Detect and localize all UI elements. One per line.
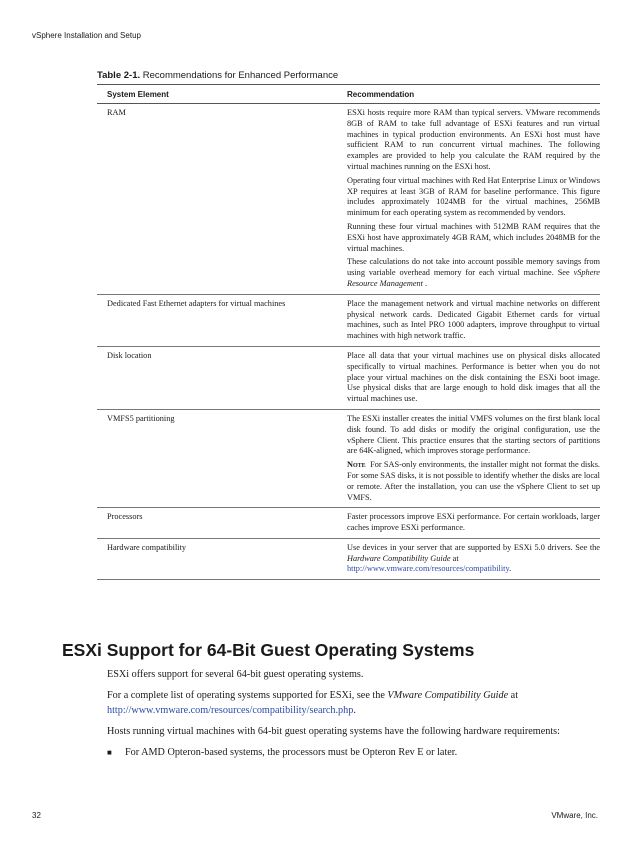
table-row-ram	[97, 104, 600, 295]
vmfs5-note	[347, 460, 600, 503]
row-recommendation-hardware-compatibility	[335, 538, 600, 579]
processors-text: Faster processors improve ESXi performance. For certain workloads, larger caches improve ESXi performance.	[347, 512, 600, 533]
section-paragraph-3: Hosts running virtual machines with 64-bit guest operating systems have the following hardware requirements:	[107, 726, 560, 737]
hc-text-before: Use devices in your server that are supported by ESXi 5.0 drivers. See the	[347, 542, 600, 552]
ram-paragraph-4	[347, 257, 600, 289]
row-recommendation-vmfs5	[335, 409, 600, 507]
table-row-processors	[97, 508, 600, 539]
row-element-vmfs5: VMFS5 partitioning	[97, 409, 335, 507]
running-header: vSphere Installation and Setup	[32, 31, 141, 40]
hardware-compatibility-text	[347, 543, 600, 575]
footer-publisher: VMware, Inc.	[551, 811, 598, 820]
row-recommendation-disk-location	[335, 346, 600, 409]
row-element-hardware-compatibility: Hardware compatibility	[97, 538, 335, 579]
table-header-row	[97, 85, 600, 104]
row-element-ram: RAM	[97, 104, 335, 295]
row-recommendation-processors	[335, 508, 600, 539]
table-row-hardware-compatibility	[97, 538, 600, 579]
ram-paragraph-2: Operating four virtual machines with Red Hat Enterprise Linux or Windows XP requires at least 3GB of RAM for baseline performance. This figure includes approximately 1024MB for the virtual machines, 256MB minimum for each operating system as recommended by vendors.	[347, 175, 600, 218]
section-heading: ESXi Support for 64-Bit Guest Operating Systems	[62, 640, 475, 660]
row-recommendation-ethernet	[335, 294, 600, 346]
p2-text-after: at	[508, 690, 519, 701]
column-header-recommendation: Recommendation	[335, 85, 600, 104]
square-bullet-icon: ■	[107, 748, 112, 757]
section-paragraph-2	[107, 688, 607, 718]
compatibility-link[interactable]: http://www.vmware.com/resources/compatibility	[347, 564, 510, 574]
table-row-vmfs5	[97, 409, 600, 507]
compatibility-search-link[interactable]: http://www.vmware.com/resources/compatibility/search.php	[107, 705, 354, 716]
column-header-system-element: System Element	[97, 85, 335, 104]
table-caption	[97, 70, 338, 81]
p2-link-suffix: .	[353, 705, 356, 716]
bullet-item-text: For AMD Opteron-based systems, the processors must be Opteron Rev E or later.	[125, 747, 458, 758]
section-paragraph-1: ESXi offers support for several 64-bit guest operating systems.	[107, 669, 364, 680]
ram-paragraph-1: ESXi hosts require more RAM than typical servers. VMware recommends 8GB of RAM to take full advantage of ESXi features and run virtual machines in typical production environments. An ESXi host must have sufficient RAM to run concurrent virtual machines. The following examples are provided to help you calculate the RAM required by the virtual machines running on the ESXi host.	[347, 108, 600, 171]
table-row-disk-location	[97, 346, 600, 409]
ethernet-text: Place the management network and virtual machine networks on different physical network cards. Dedicated Gigabit Ethernet cards for virtual machines, such as Intel PRO 1000 adapters, improve throughput to virtual machines with high network traffic.	[347, 298, 600, 341]
hc-link-suffix: .	[509, 564, 512, 574]
row-recommendation-ram	[335, 104, 600, 295]
row-element-ethernet: Dedicated Fast Ethernet adapters for virtual machines	[97, 294, 335, 346]
note-label: Note	[347, 460, 366, 470]
table-caption-text: Recommendations for Enhanced Performance	[142, 70, 339, 81]
bullet-item	[107, 745, 607, 760]
ram-paragraph-3: Running these four virtual machines with 512MB RAM requires that the ESXi host have approximately 4GB RAM, which includes 2048MB for the virtual machines.	[347, 221, 600, 253]
resource-management-ref: vSphere Resource Management	[347, 268, 600, 288]
ram-paragraph-4-suffix: .	[422, 278, 428, 288]
table-row-ethernet	[97, 294, 600, 346]
recommendations-table	[97, 84, 600, 580]
table-caption-label: Table 2-1.	[97, 70, 141, 81]
vmware-compatibility-guide-ref: VMware Compatibility Guide	[387, 690, 509, 701]
section-body	[107, 667, 607, 760]
disk-location-text: Place all data that your virtual machines use on physical disks allocated specifically to virtual machines. Performance is better when you do not place your virtual machines on the disk containing the ESXi boot image. Use physical disks that are large enough to hold disk images that all the virtual machines use.	[347, 350, 600, 404]
row-element-disk-location: Disk location	[97, 346, 335, 409]
ram-paragraph-4-text: These calculations do not take into account possible memory savings from using variable overhead memory for each virtual machine. See	[347, 257, 600, 278]
row-element-processors: Processors	[97, 508, 335, 539]
note-text: For SAS-only environments, the installer might not format the disks. For some SAS disks, it is not possible to identify whether the disks are local or remote. After the installation, you can use the vSphere Client to set up VMFS.	[347, 460, 601, 502]
hardware-compatibility-guide-ref: Hardware Compatibility Guide	[347, 553, 451, 563]
hc-text-after: at	[450, 553, 459, 563]
vmfs5-text: The ESXi installer creates the initial VMFS volumes on the first blank local disk found. To add disks or modify the original configuration, use the vSphere Client. This practice ensures that the starting sectors of partitions are 64K-aligned, which improves storage performance.	[347, 413, 600, 456]
p2-text-before: For a complete list of operating systems supported for ESXi, see the	[107, 690, 388, 701]
page-number: 32	[32, 811, 41, 820]
